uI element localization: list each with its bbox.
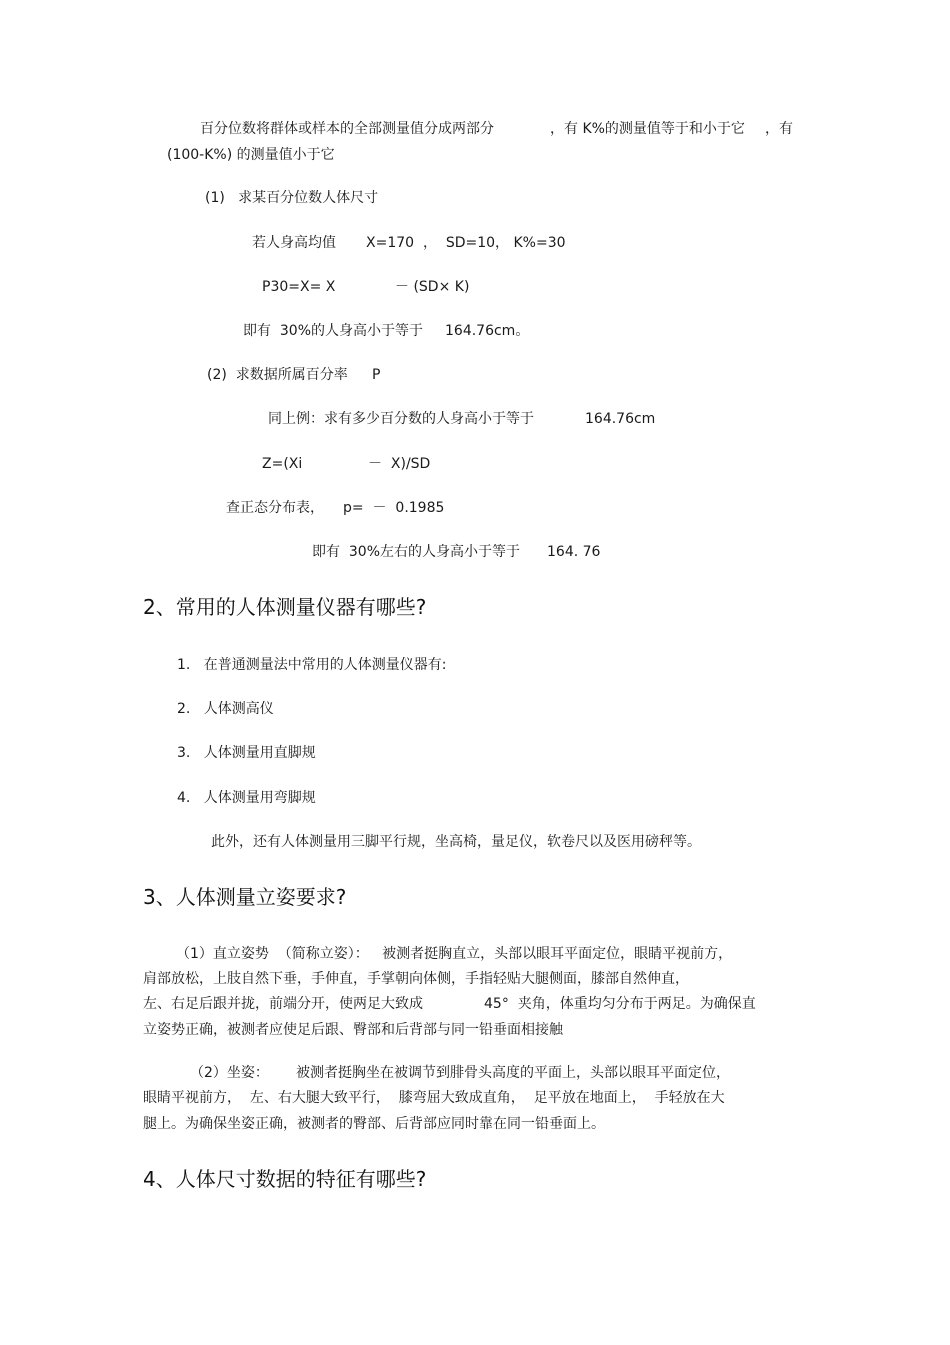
result-2-text: 即有 30%左右的人身高小于等于 [312,544,521,560]
standing-line-3b: 45° 夹角，体重均匀分布于两足。为确保直 [484,996,756,1012]
intro-text-part3: ，有 [765,121,793,137]
list-item: 2. 人体测高仪 [177,701,274,717]
subsection-1-title: (1) 求某百分位数人体尺寸 [205,190,379,206]
standing-line-2: 肩部放松，上肢自然下垂，手伸直，手掌朝向体侧，手指轻贴大腿侧面，膝部自然伸直， [143,971,689,987]
formula-p30-left: P30=X= X [262,279,336,295]
formula-p30-right: － (SD× K) [395,279,470,295]
subsection-2-symbol: P [372,367,381,383]
normal-table-text: 查正态分布表， [226,500,324,516]
standing-line-3a: 左、右足后跟并拢，前端分开，使两足大致成 [143,996,423,1012]
result-1-value: 164.76cm。 [445,323,530,339]
intro-text-part1: 百分位数将群体或样本的全部测量值分成两部分 [200,121,494,137]
result-2-value: 164. 76 [547,544,601,560]
list-item: 4. 人体测量用弯脚规 [177,790,316,806]
question-3-heading: 3、人体测量立姿要求? [143,885,347,909]
question-2-heading: 2、常用的人体测量仪器有哪些? [143,595,427,619]
list-item: 1. 在普通测量法中常用的人体测量仪器有: [177,657,447,673]
normal-table-value: p= － 0.1985 [343,500,445,516]
example-values: X=170 ， SD=10， K%=30 [366,235,566,251]
sitting-line-2: 眼睛平视前方， 左、右大腿大致平行， 膝弯屈大致成直角， 足平放在地面上， 手轻放在大 [143,1090,725,1106]
sitting-line-3: 腿上。为确保坐姿正确，被测者的臀部、后背部应同时靠在同一铅垂面上。 [143,1116,605,1132]
standing-line-1: （1）直立姿势 （简称立姿）： 被测者挺胸直立，头部以眼耳平面定位，眼睛平视前方， [176,946,733,962]
list-item: 3. 人体测量用直脚规 [177,745,316,761]
standing-line-4: 立姿势正确，被测者应使足后跟、臀部和后背部与同一铅垂面相接触 [143,1022,563,1038]
sitting-line-1a: （2）坐姿： [190,1065,269,1081]
formula-z-right: － X)/SD [368,456,431,472]
intro-text-part2: ，有 K%的测量值等于和小于它 [550,121,745,137]
same-example-text: 同上例：求有多少百分数的人身高小于等于 [268,411,534,427]
intro-text-line2: (100-K%) 的测量值小于它 [167,147,335,163]
sitting-line-1b: 被测者挺胸坐在被调节到腓骨头高度的平面上，头部以眼耳平面定位， [296,1065,730,1081]
same-example-value: 164.76cm [585,411,656,427]
example-label: 若人身高均值 [252,235,336,251]
question-4-heading: 4、人体尺寸数据的特征有哪些? [143,1167,427,1191]
instruments-note: 此外，还有人体测量用三脚平行规，坐高椅，量足仪，软卷尺以及医用磅秤等。 [211,834,701,850]
subsection-2-title: (2) 求数据所属百分率 [207,367,348,383]
formula-z-left: Z=(Xi [262,456,303,472]
result-1-text: 即有 30%的人身高小于等于 [243,323,424,339]
